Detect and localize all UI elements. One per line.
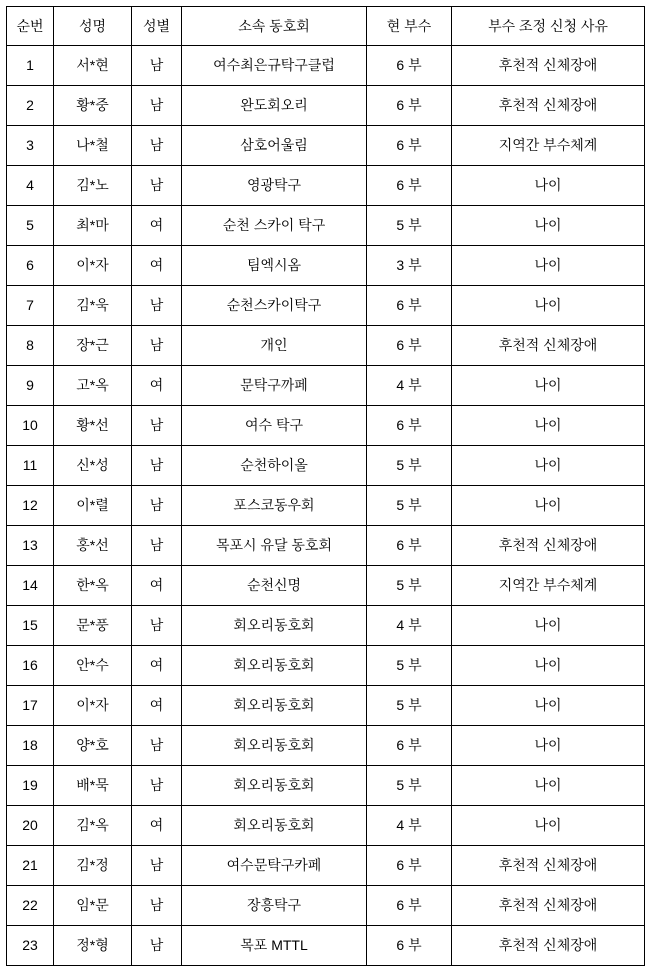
cell-sex: 남 — [132, 766, 182, 806]
cell-division: 5 부 — [367, 646, 452, 686]
cell-reason: 후천적 신체장애 — [452, 926, 645, 966]
column-header-no: 순번 — [7, 7, 54, 46]
cell-sex: 남 — [132, 846, 182, 886]
table-row — [7, 286, 645, 326]
cell-no: 10 — [7, 406, 54, 446]
cell-name: 임*문 — [54, 886, 132, 926]
cell-sex: 남 — [132, 166, 182, 206]
cell-no: 17 — [7, 686, 54, 726]
cell-division: 5 부 — [367, 566, 452, 606]
cell-name: 최*마 — [54, 206, 132, 246]
cell-reason: 후천적 신체장애 — [452, 46, 645, 86]
cell-no: 14 — [7, 566, 54, 606]
table-row — [7, 46, 645, 86]
cell-sex: 여 — [132, 206, 182, 246]
column-header-name: 성명 — [54, 7, 132, 46]
cell-no: 15 — [7, 606, 54, 646]
cell-sex: 남 — [132, 286, 182, 326]
cell-no: 22 — [7, 886, 54, 926]
cell-reason: 나이 — [452, 686, 645, 726]
cell-club: 회오리동호회 — [182, 686, 367, 726]
cell-club: 순천하이올 — [182, 446, 367, 486]
table-header-row — [7, 7, 645, 46]
cell-name: 나*철 — [54, 126, 132, 166]
table-header — [7, 7, 645, 46]
cell-division: 6 부 — [367, 926, 452, 966]
cell-name: 정*형 — [54, 926, 132, 966]
cell-division: 6 부 — [367, 126, 452, 166]
cell-division: 6 부 — [367, 726, 452, 766]
table-row — [7, 86, 645, 126]
table-row — [7, 566, 645, 606]
cell-sex: 남 — [132, 526, 182, 566]
cell-no: 1 — [7, 46, 54, 86]
table-row — [7, 486, 645, 526]
cell-reason: 후천적 신체장애 — [452, 326, 645, 366]
cell-club: 개인 — [182, 326, 367, 366]
cell-division: 4 부 — [367, 806, 452, 846]
cell-sex: 여 — [132, 246, 182, 286]
cell-reason: 나이 — [452, 646, 645, 686]
cell-reason: 나이 — [452, 366, 645, 406]
cell-reason: 나이 — [452, 806, 645, 846]
cell-no: 16 — [7, 646, 54, 686]
cell-division: 6 부 — [367, 86, 452, 126]
cell-division: 4 부 — [367, 366, 452, 406]
cell-reason: 나이 — [452, 206, 645, 246]
cell-name: 양*호 — [54, 726, 132, 766]
cell-no: 13 — [7, 526, 54, 566]
table-row — [7, 766, 645, 806]
cell-sex: 여 — [132, 806, 182, 846]
cell-name: 이*자 — [54, 686, 132, 726]
table-row — [7, 806, 645, 846]
cell-reason: 나이 — [452, 726, 645, 766]
cell-club: 회오리동호회 — [182, 646, 367, 686]
cell-division: 6 부 — [367, 166, 452, 206]
cell-name: 이*자 — [54, 246, 132, 286]
cell-club: 여수문탁구카페 — [182, 846, 367, 886]
table-row — [7, 926, 645, 966]
cell-sex: 남 — [132, 326, 182, 366]
cell-no: 18 — [7, 726, 54, 766]
cell-name: 홍*선 — [54, 526, 132, 566]
cell-club: 회오리동호회 — [182, 606, 367, 646]
cell-name: 김*욱 — [54, 286, 132, 326]
cell-name: 문*풍 — [54, 606, 132, 646]
cell-name: 김*노 — [54, 166, 132, 206]
cell-name: 한*옥 — [54, 566, 132, 606]
cell-club: 문탁구까페 — [182, 366, 367, 406]
table-row — [7, 526, 645, 566]
cell-reason: 후천적 신체장애 — [452, 886, 645, 926]
table-body — [7, 46, 645, 966]
cell-no: 20 — [7, 806, 54, 846]
table-row — [7, 726, 645, 766]
cell-reason: 후천적 신체장애 — [452, 526, 645, 566]
table-row — [7, 326, 645, 366]
cell-reason: 후천적 신체장애 — [452, 846, 645, 886]
cell-division: 6 부 — [367, 406, 452, 446]
cell-sex: 남 — [132, 86, 182, 126]
cell-club: 포스코동우회 — [182, 486, 367, 526]
cell-club: 목포시 유달 동호회 — [182, 526, 367, 566]
cell-no: 6 — [7, 246, 54, 286]
cell-reason: 나이 — [452, 606, 645, 646]
cell-club: 순천 스카이 탁구 — [182, 206, 367, 246]
cell-no: 23 — [7, 926, 54, 966]
cell-reason: 후천적 신체장애 — [452, 86, 645, 126]
cell-no: 4 — [7, 166, 54, 206]
cell-club: 장흥탁구 — [182, 886, 367, 926]
cell-club: 여수 탁구 — [182, 406, 367, 446]
table-row — [7, 446, 645, 486]
cell-name: 배*묵 — [54, 766, 132, 806]
cell-name: 황*선 — [54, 406, 132, 446]
table-row — [7, 886, 645, 926]
cell-no: 7 — [7, 286, 54, 326]
cell-sex: 남 — [132, 126, 182, 166]
cell-name: 고*옥 — [54, 366, 132, 406]
cell-division: 6 부 — [367, 286, 452, 326]
table-row — [7, 166, 645, 206]
cell-division: 6 부 — [367, 46, 452, 86]
table-row — [7, 846, 645, 886]
cell-division: 6 부 — [367, 886, 452, 926]
column-header-club: 소속 동호회 — [182, 7, 367, 46]
cell-club: 완도회오리 — [182, 86, 367, 126]
cell-sex: 남 — [132, 886, 182, 926]
cell-division: 4 부 — [367, 606, 452, 646]
cell-sex: 남 — [132, 406, 182, 446]
cell-reason: 나이 — [452, 446, 645, 486]
cell-division: 5 부 — [367, 686, 452, 726]
cell-no: 12 — [7, 486, 54, 526]
cell-sex: 남 — [132, 486, 182, 526]
cell-no: 21 — [7, 846, 54, 886]
cell-reason: 나이 — [452, 166, 645, 206]
cell-club: 삼호어울림 — [182, 126, 367, 166]
cell-reason: 나이 — [452, 486, 645, 526]
cell-division: 5 부 — [367, 766, 452, 806]
cell-no: 19 — [7, 766, 54, 806]
cell-reason: 지역간 부수체계 — [452, 126, 645, 166]
cell-name: 이*렬 — [54, 486, 132, 526]
table-row — [7, 366, 645, 406]
cell-club: 여수최은규탁구클럽 — [182, 46, 367, 86]
column-header-division: 현 부수 — [367, 7, 452, 46]
cell-no: 9 — [7, 366, 54, 406]
table-row — [7, 206, 645, 246]
column-header-reason: 부수 조정 신청 사유 — [452, 7, 645, 46]
cell-club: 순천신명 — [182, 566, 367, 606]
cell-name: 신*성 — [54, 446, 132, 486]
table-row — [7, 646, 645, 686]
cell-club: 회오리동호회 — [182, 726, 367, 766]
table-row — [7, 406, 645, 446]
cell-reason: 나이 — [452, 766, 645, 806]
cell-sex: 여 — [132, 566, 182, 606]
cell-club: 목포 MTTL — [182, 926, 367, 966]
cell-division: 6 부 — [367, 326, 452, 366]
cell-club: 팀엑시옴 — [182, 246, 367, 286]
cell-club: 영광탁구 — [182, 166, 367, 206]
cell-sex: 남 — [132, 926, 182, 966]
cell-division: 6 부 — [367, 526, 452, 566]
cell-no: 11 — [7, 446, 54, 486]
table-row — [7, 686, 645, 726]
cell-sex: 남 — [132, 46, 182, 86]
table-row — [7, 246, 645, 286]
cell-sex: 여 — [132, 366, 182, 406]
table-row — [7, 606, 645, 646]
cell-name: 서*현 — [54, 46, 132, 86]
cell-sex: 여 — [132, 686, 182, 726]
cell-sex: 남 — [132, 726, 182, 766]
cell-club: 순천스카이탁구 — [182, 286, 367, 326]
cell-name: 장*근 — [54, 326, 132, 366]
cell-division: 5 부 — [367, 446, 452, 486]
cell-sex: 남 — [132, 446, 182, 486]
cell-division: 5 부 — [367, 206, 452, 246]
cell-division: 3 부 — [367, 246, 452, 286]
cell-club: 회오리동호회 — [182, 766, 367, 806]
cell-name: 김*정 — [54, 846, 132, 886]
cell-reason: 지역간 부수체계 — [452, 566, 645, 606]
column-header-sex: 성별 — [132, 7, 182, 46]
cell-no: 5 — [7, 206, 54, 246]
cell-division: 6 부 — [367, 846, 452, 886]
cell-sex: 여 — [132, 646, 182, 686]
cell-name: 김*옥 — [54, 806, 132, 846]
cell-name: 안*수 — [54, 646, 132, 686]
cell-no: 8 — [7, 326, 54, 366]
cell-no: 2 — [7, 86, 54, 126]
cell-name: 황*중 — [54, 86, 132, 126]
cell-club: 회오리동호회 — [182, 806, 367, 846]
cell-reason: 나이 — [452, 286, 645, 326]
cell-reason: 나이 — [452, 246, 645, 286]
table-row — [7, 126, 645, 166]
cell-reason: 나이 — [452, 406, 645, 446]
applicants-table — [6, 6, 645, 966]
cell-no: 3 — [7, 126, 54, 166]
cell-division: 5 부 — [367, 486, 452, 526]
cell-sex: 남 — [132, 606, 182, 646]
